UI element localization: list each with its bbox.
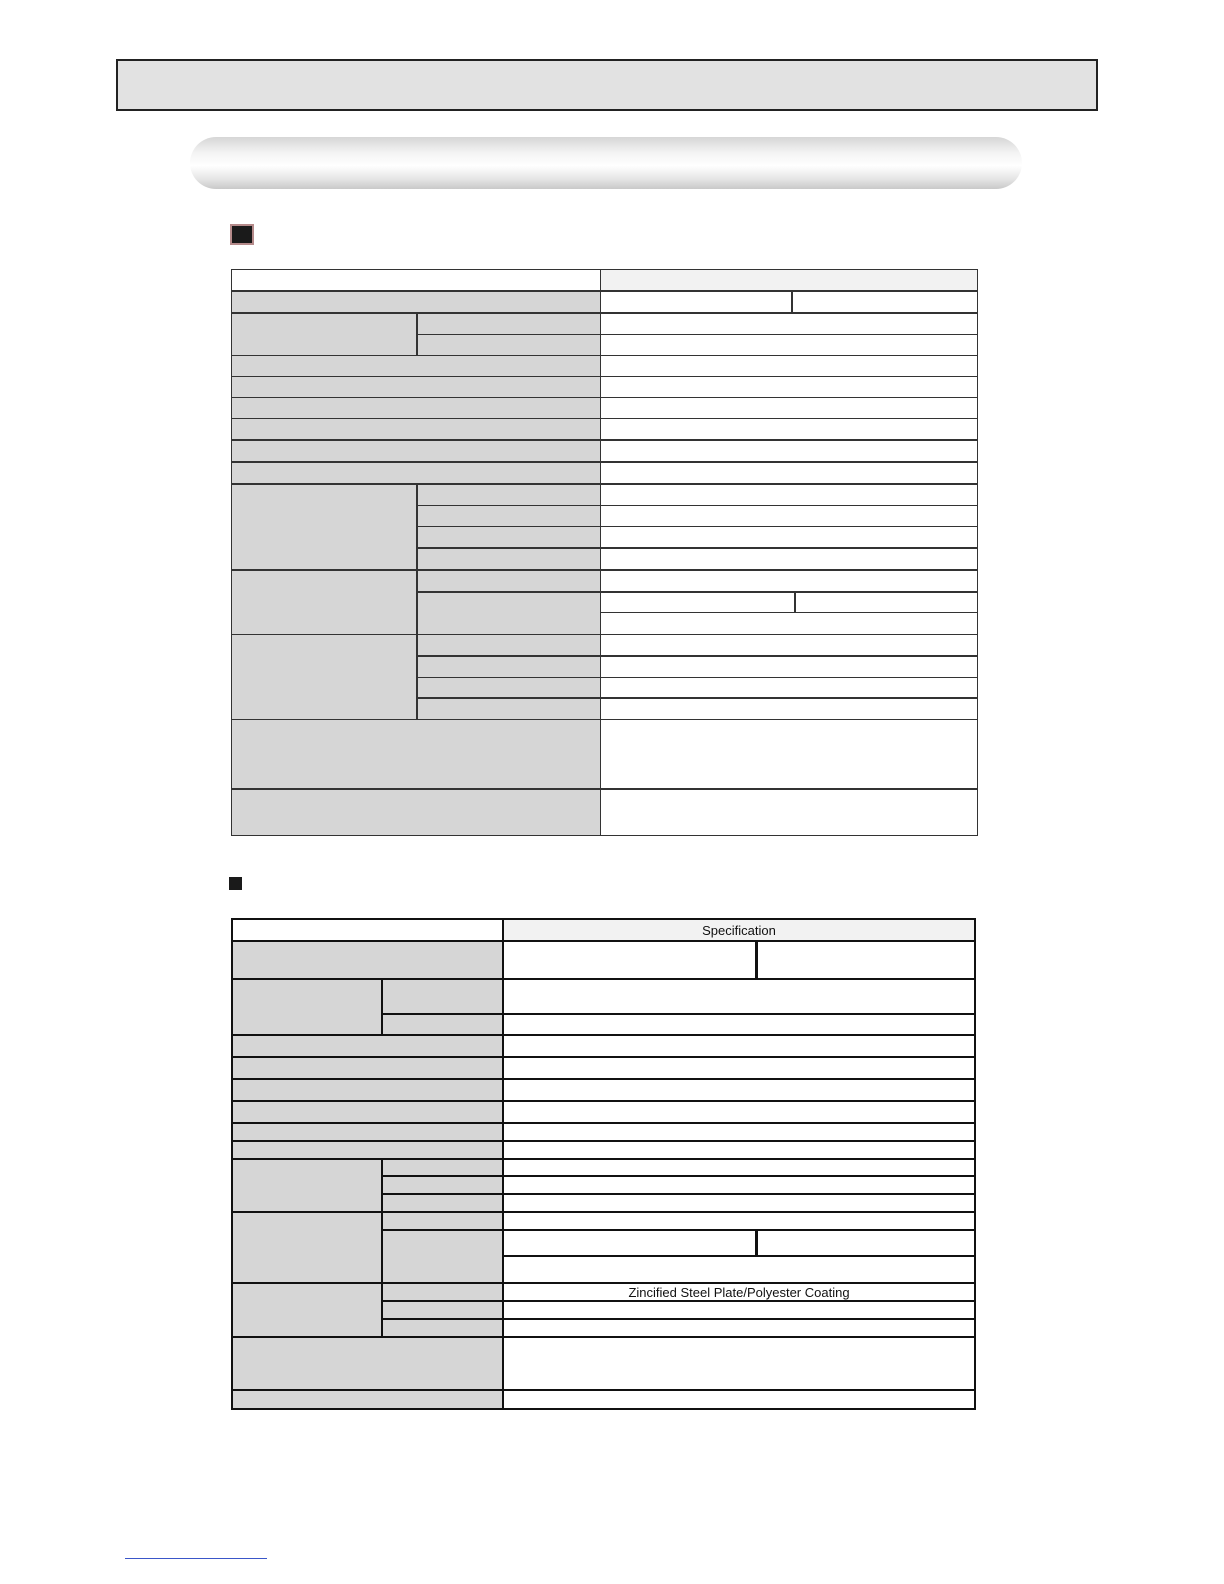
table-label-cell xyxy=(233,942,502,978)
table-value-cell xyxy=(793,292,977,312)
table-label-cell xyxy=(383,1195,502,1211)
table-label-cell xyxy=(418,635,600,655)
table-value-cell xyxy=(504,980,974,1013)
table-label-cell xyxy=(232,635,416,719)
table-label-cell xyxy=(233,1102,502,1122)
table-label-cell xyxy=(383,1213,502,1229)
section-title-banner xyxy=(190,137,1022,189)
table-label-cell xyxy=(418,335,600,355)
table-label-cell xyxy=(383,1231,502,1282)
table-value-cell xyxy=(601,314,977,334)
table-header-cell xyxy=(233,920,502,940)
table-value-cell xyxy=(601,485,977,505)
table-label-cell xyxy=(233,1160,381,1211)
table-label-cell xyxy=(418,678,600,697)
table-value-cell xyxy=(504,1195,974,1211)
table-label-cell xyxy=(383,1015,502,1034)
table-label-cell xyxy=(232,419,600,439)
table-value-cell xyxy=(601,506,977,526)
table-value-cell xyxy=(504,1015,974,1034)
table-label-cell xyxy=(232,314,416,355)
table-label-cell xyxy=(418,549,600,569)
table-value-cell xyxy=(504,1124,974,1140)
spec-table-1 xyxy=(231,269,978,836)
table-label-cell xyxy=(383,1160,502,1175)
table-value-cell xyxy=(504,1257,974,1282)
table-value-cell xyxy=(504,1058,974,1078)
section-bullet-icon xyxy=(229,877,242,890)
table-value-cell xyxy=(504,1391,974,1408)
table-label-cell xyxy=(233,1338,502,1389)
table-header-cell xyxy=(232,270,600,290)
table-value-cell xyxy=(504,1302,974,1318)
table-header-cell xyxy=(601,270,977,290)
table-label-cell xyxy=(418,314,600,334)
table-value-cell xyxy=(601,571,977,591)
table-value-cell xyxy=(504,1080,974,1100)
table-label-cell xyxy=(418,485,600,505)
table-value-cell xyxy=(504,1338,974,1389)
spec-table-2 xyxy=(231,918,976,1410)
table-label-cell xyxy=(232,377,600,397)
table-label-cell xyxy=(383,1320,502,1336)
table-value-cell xyxy=(758,942,974,978)
table-label-cell xyxy=(418,506,600,526)
table-value-cell xyxy=(601,377,977,397)
table-label-cell xyxy=(232,398,600,418)
table-value-cell xyxy=(601,398,977,418)
table-value-cell xyxy=(601,699,977,719)
footer-link-underline[interactable] xyxy=(125,1558,267,1559)
table-value-cell xyxy=(601,527,977,547)
table-value-cell xyxy=(601,613,977,634)
table-value-cell xyxy=(601,419,977,439)
table-value-cell xyxy=(796,593,977,612)
table-label-cell xyxy=(232,441,600,461)
table-value-cell xyxy=(504,1177,974,1193)
table-value-cell xyxy=(601,441,977,461)
table-value-cell xyxy=(504,1142,974,1158)
table-value-cell xyxy=(601,549,977,569)
table-label-cell xyxy=(233,1036,502,1056)
table-value-cell xyxy=(504,1102,974,1122)
table-value-cell xyxy=(504,942,755,978)
table-value-cell xyxy=(601,335,977,355)
table-label-cell xyxy=(233,1284,381,1336)
table-label-cell xyxy=(233,1124,502,1140)
table-value-cell xyxy=(601,720,977,788)
table-value-cell xyxy=(601,657,977,677)
table-value-cell xyxy=(601,593,794,612)
table-value-cell xyxy=(601,790,977,835)
spec-column-header: Specification xyxy=(504,920,974,940)
table-label-cell xyxy=(233,980,381,1034)
table-value-cell xyxy=(601,678,977,697)
table-label-cell xyxy=(383,980,502,1013)
table-label-cell xyxy=(418,593,600,634)
table-value-cell xyxy=(601,292,791,312)
table-label-cell xyxy=(232,485,416,569)
table-label-cell xyxy=(233,1080,502,1100)
table-label-cell xyxy=(232,356,600,376)
page-header-box xyxy=(116,59,1098,111)
table-value-cell xyxy=(504,1036,974,1056)
table-value-cell xyxy=(758,1231,974,1255)
table-label-cell xyxy=(418,571,600,591)
table-label-cell xyxy=(418,527,600,547)
table-value-cell xyxy=(504,1231,755,1255)
table-value-cell xyxy=(601,463,977,483)
table-value-cell xyxy=(601,635,977,655)
table-label-cell xyxy=(233,1142,502,1158)
table-label-cell xyxy=(383,1284,502,1300)
table-label-cell xyxy=(232,571,416,634)
table-label-cell xyxy=(232,463,600,483)
table-label-cell xyxy=(233,1058,502,1078)
table-label-cell xyxy=(232,720,600,788)
table-value-cell xyxy=(504,1160,974,1175)
table-label-cell xyxy=(232,790,600,835)
section-bullet-icon xyxy=(230,224,254,245)
table-label-cell xyxy=(232,292,600,312)
table-label-cell xyxy=(383,1302,502,1318)
table-label-cell xyxy=(383,1177,502,1193)
casing-material-value: Zincified Steel Plate/Polyester Coating xyxy=(504,1284,974,1300)
table-value-cell xyxy=(504,1320,974,1336)
table-value-cell xyxy=(504,1213,974,1229)
table-value-cell xyxy=(601,356,977,376)
table-label-cell xyxy=(233,1391,502,1408)
table-label-cell xyxy=(233,1213,381,1282)
table-label-cell xyxy=(418,699,600,719)
table-label-cell xyxy=(418,657,600,677)
